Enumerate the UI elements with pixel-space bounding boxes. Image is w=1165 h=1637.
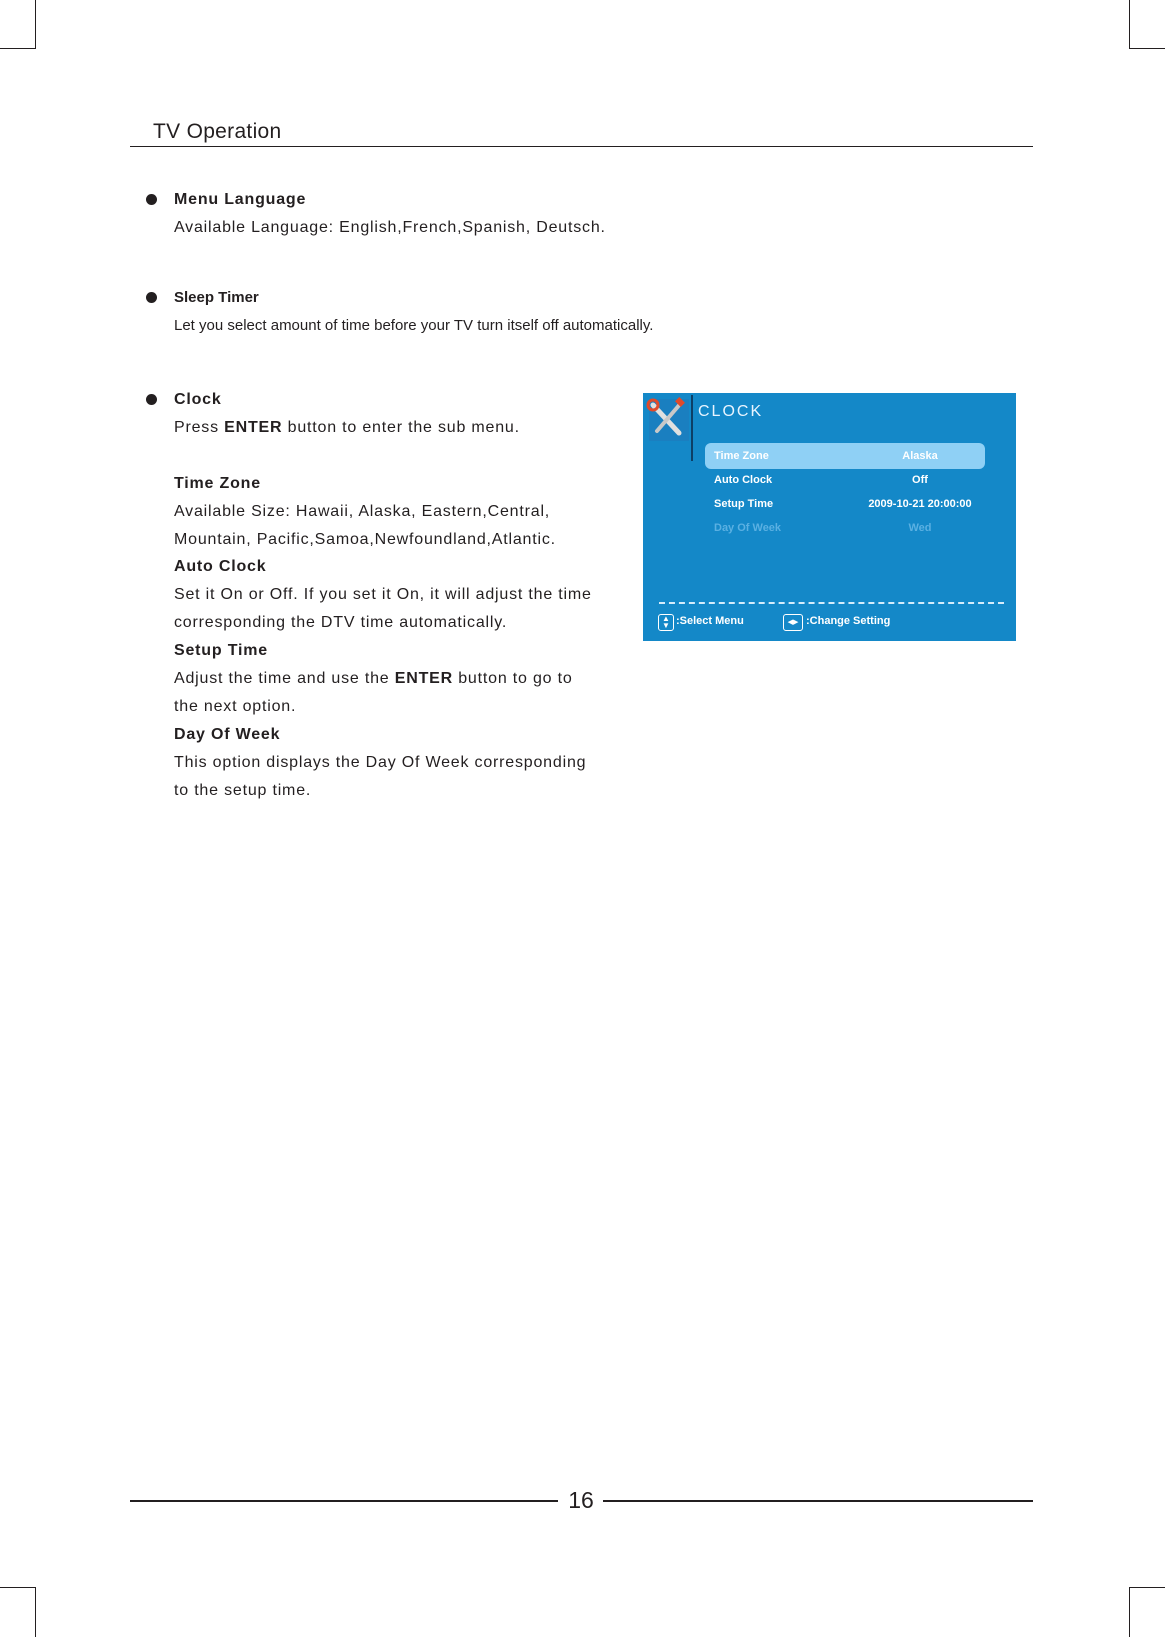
- clock-intro: [174, 419, 520, 437]
- crop-mark: [1129, 0, 1130, 49]
- menu-language-heading: Menu Language: [174, 191, 307, 208]
- auto-clock-line-1: Set it On or Off. If you set it On, it will adjust the time: [174, 586, 592, 603]
- clock-intro-suffix: button to enter the sub menu.: [282, 419, 520, 436]
- setup-time-suffix: button to go to: [452, 670, 573, 687]
- footer-divider-left: [130, 1500, 558, 1502]
- clock-intro-prefix: Press: [174, 419, 225, 436]
- menu-row-value: Alaska: [902, 450, 938, 462]
- menu-language-description: Available Language: English,French,Spanish, Deutsch.: [174, 219, 606, 236]
- menu-row-setup-time[interactable]: [705, 491, 985, 517]
- menu-row-time-zone[interactable]: [705, 443, 985, 469]
- time-zone-heading: Time Zone: [174, 475, 261, 492]
- menu-divider: [691, 395, 693, 461]
- time-zone-line-2: Mountain, Pacific,Samoa,Newfoundland,Atlantic.: [174, 531, 556, 548]
- bullet-icon: [146, 292, 157, 303]
- setup-time-line-1: [174, 670, 573, 688]
- crop-mark: [1129, 1587, 1165, 1588]
- page-title: TV Operation: [153, 120, 282, 143]
- page-number: 16: [568, 1487, 594, 1513]
- enter-key-label: ENTER: [224, 419, 283, 436]
- setup-time-prefix: Adjust the time and use the: [174, 670, 395, 687]
- clock-menu-screenshot: [643, 393, 1016, 641]
- tools-icon: [643, 393, 691, 459]
- sleep-timer-heading: Sleep Timer: [174, 289, 259, 306]
- menu-row-label: Auto Clock: [714, 474, 773, 486]
- menu-row-label: Setup Time: [714, 498, 774, 510]
- change-setting-hint: :Change Setting: [806, 615, 891, 627]
- enter-key-label: ENTER: [394, 670, 453, 687]
- setup-time-heading: Setup Time: [174, 642, 268, 659]
- menu-row-label: Time Zone: [714, 450, 769, 462]
- day-of-week-line-2: to the setup time.: [174, 782, 312, 799]
- time-zone-line-1: Available Size: Hawaii, Alaska, Eastern,Central,: [174, 503, 551, 520]
- day-of-week-line-1: This option displays the Day Of Week corresponding: [174, 754, 587, 771]
- crop-mark: [0, 48, 36, 49]
- crop-mark: [35, 1587, 36, 1637]
- header-divider: [130, 146, 1033, 147]
- bullet-icon: [146, 194, 157, 205]
- menu-row-auto-clock[interactable]: [705, 467, 985, 493]
- footer-divider-right: [603, 1500, 1033, 1502]
- crop-mark: [1129, 1587, 1130, 1637]
- menu-row-value: Wed: [908, 522, 932, 534]
- menu-row-value: 2009-10-21 20:00:00: [868, 498, 972, 510]
- auto-clock-line-2: corresponding the DTV time automatically.: [174, 614, 508, 631]
- sleep-timer-description: Let you select amount of time before your TV turn itself off automatically.: [174, 317, 654, 334]
- left-right-arrows-icon: ◀▶: [783, 614, 803, 631]
- select-menu-hint: :Select Menu: [676, 615, 744, 627]
- crop-mark: [0, 1587, 36, 1588]
- up-down-arrows-icon: ▲ ▼: [658, 614, 674, 631]
- clock-heading: Clock: [174, 391, 222, 408]
- menu-dashed-separator: [659, 602, 1004, 604]
- setup-time-line-2: the next option.: [174, 698, 297, 715]
- crop-mark: [1129, 48, 1165, 49]
- auto-clock-heading: Auto Clock: [174, 558, 267, 575]
- menu-row-label: Day Of Week: [714, 522, 782, 534]
- menu-row-day-of-week: [705, 515, 985, 541]
- menu-row-value: Off: [912, 474, 928, 486]
- bullet-icon: [146, 394, 157, 405]
- crop-mark: [35, 0, 36, 49]
- menu-title: CLOCK: [698, 403, 764, 420]
- day-of-week-heading: Day Of Week: [174, 726, 281, 743]
